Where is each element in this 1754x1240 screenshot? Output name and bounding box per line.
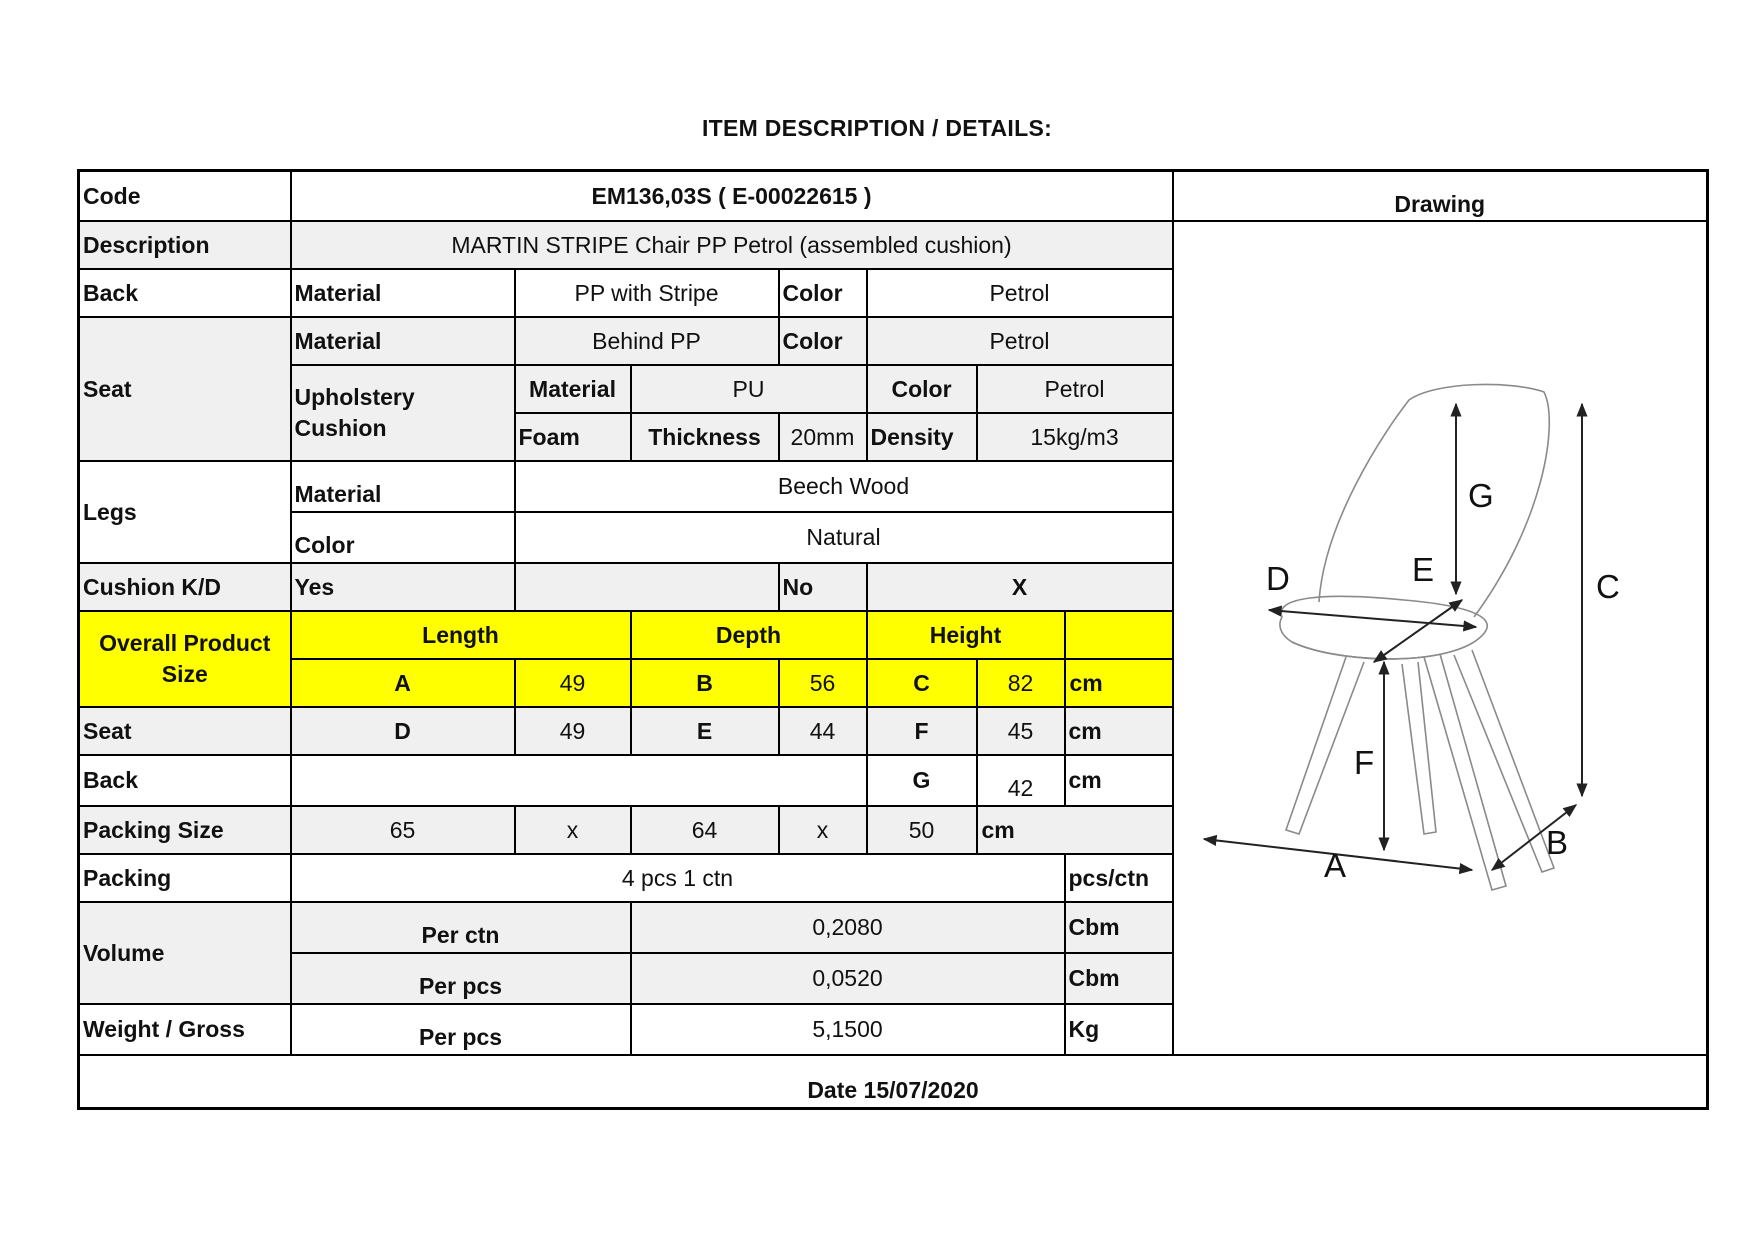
dim-letter-g: G (1467, 477, 1494, 514)
thickness-label: Thickness (631, 413, 779, 461)
packing-size-height: 50 (867, 806, 977, 854)
weight-value: 5,1500 (631, 1004, 1065, 1055)
dim-e-value: 44 (779, 707, 867, 755)
overall-header-blank (1065, 611, 1173, 659)
dim-c-label: C (867, 659, 977, 707)
dim-g-value: 42 (977, 755, 1065, 806)
volume-per-ctn-unit: Cbm (1065, 902, 1173, 953)
packing-size-x1: x (515, 806, 631, 854)
weight-per-pcs-label: Per pcs (291, 1004, 631, 1055)
depth-header: Depth (631, 611, 867, 659)
upholstery-cushion-label: Upholstery Cushion (291, 365, 515, 461)
chair-drawing (1174, 222, 1708, 1055)
dim-d-label: D (291, 707, 515, 755)
overall-unit: cm (1065, 659, 1173, 707)
upholstery-material-label: Material (515, 365, 631, 413)
cushion-kd-label: Cushion K/D (79, 563, 291, 611)
legs-color-label: Color (291, 512, 515, 563)
spec-table (77, 169, 1709, 1110)
back-label: Back (79, 269, 291, 317)
dim-letter-f: F (1353, 744, 1374, 781)
packing-unit: pcs/ctn (1065, 854, 1173, 902)
cushion-kd-yes-value (515, 563, 779, 611)
dim-b-value: 56 (779, 659, 867, 707)
density-value: 15kg/m3 (977, 413, 1173, 461)
drawing-area (1173, 221, 1708, 1055)
legs-material-value: Beech Wood (515, 461, 1173, 512)
back-dims-label: Back (79, 755, 291, 806)
code-value: EM136,03S ( E-00022615 ) (291, 171, 1173, 222)
dim-d-value: 49 (515, 707, 631, 755)
volume-per-ctn-label: Per ctn (291, 902, 631, 953)
code-label: Code (79, 171, 291, 222)
upholstery-material-value: PU (631, 365, 867, 413)
volume-per-ctn-value: 0,2080 (631, 902, 1065, 953)
back-color-value: Petrol (867, 269, 1173, 317)
overall-size-label: Overall Product Size (79, 611, 291, 707)
back-color-label: Color (779, 269, 867, 317)
packing-size-unit: cm (977, 806, 1173, 854)
seat-color-value: Petrol (867, 317, 1173, 365)
back-material-label: Material (291, 269, 515, 317)
volume-per-pcs-value: 0,0520 (631, 953, 1065, 1004)
back-dims-blank (291, 755, 867, 806)
thickness-value: 20mm (779, 413, 867, 461)
density-label: Density (867, 413, 977, 461)
description-value: MARTIN STRIPE Chair PP Petrol (assembled cushion) (291, 221, 1173, 269)
cushion-kd-yes-label: Yes (291, 563, 515, 611)
packing-size-width: 64 (631, 806, 779, 854)
volume-label: Volume (79, 902, 291, 1004)
volume-per-pcs-label: Per pcs (291, 953, 631, 1004)
dim-letter-d: D (1265, 560, 1290, 597)
dimension-arrows (1204, 404, 1582, 870)
weight-unit: Kg (1065, 1004, 1173, 1055)
dim-letter-a: A (1323, 847, 1346, 884)
dim-letter-c: C (1595, 568, 1620, 605)
dim-letter-b: B (1545, 824, 1568, 861)
packing-value: 4 pcs 1 ctn (291, 854, 1065, 902)
legs-label: Legs (79, 461, 291, 563)
length-header: Length (291, 611, 631, 659)
packing-size-length: 65 (291, 806, 515, 854)
chair-outline (1279, 384, 1553, 890)
seat-dims-label: Seat (79, 707, 291, 755)
upholstery-color-value: Petrol (977, 365, 1173, 413)
upholstery-color-label: Color (867, 365, 977, 413)
packing-label: Packing (79, 854, 291, 902)
seat-material-label: Material (291, 317, 515, 365)
dim-a-label: A (291, 659, 515, 707)
legs-color-value: Natural (515, 512, 1173, 563)
weight-label: Weight / Gross (79, 1004, 291, 1055)
seat-dims-unit: cm (1065, 707, 1173, 755)
seat-material-value: Behind PP (515, 317, 779, 365)
dim-f-label: F (867, 707, 977, 755)
description-label: Description (79, 221, 291, 269)
dim-e-label: E (631, 707, 779, 755)
dim-b-label: B (631, 659, 779, 707)
packing-size-label: Packing Size (79, 806, 291, 854)
dim-c-value: 82 (977, 659, 1065, 707)
back-dims-unit: cm (1065, 755, 1173, 806)
dim-a-value: 49 (515, 659, 631, 707)
cushion-kd-no-mark: X (867, 563, 1173, 611)
document-date: Date 15/07/2020 (79, 1055, 1708, 1109)
volume-per-pcs-unit: Cbm (1065, 953, 1173, 1004)
legs-material-label: Material (291, 461, 515, 512)
document-title: ITEM DESCRIPTION / DETAILS: (701, 115, 1053, 141)
seat-color-label: Color (779, 317, 867, 365)
dim-f-value: 45 (977, 707, 1065, 755)
dim-g-label: G (867, 755, 977, 806)
back-material-value: PP with Stripe (515, 269, 779, 317)
packing-size-x2: x (779, 806, 867, 854)
height-header: Height (867, 611, 1065, 659)
cushion-kd-no-label: No (779, 563, 867, 611)
seat-label: Seat (79, 317, 291, 461)
foam-label: Foam (515, 413, 631, 461)
dim-letter-e: E (1411, 551, 1434, 588)
drawing-header: Drawing (1173, 171, 1708, 222)
